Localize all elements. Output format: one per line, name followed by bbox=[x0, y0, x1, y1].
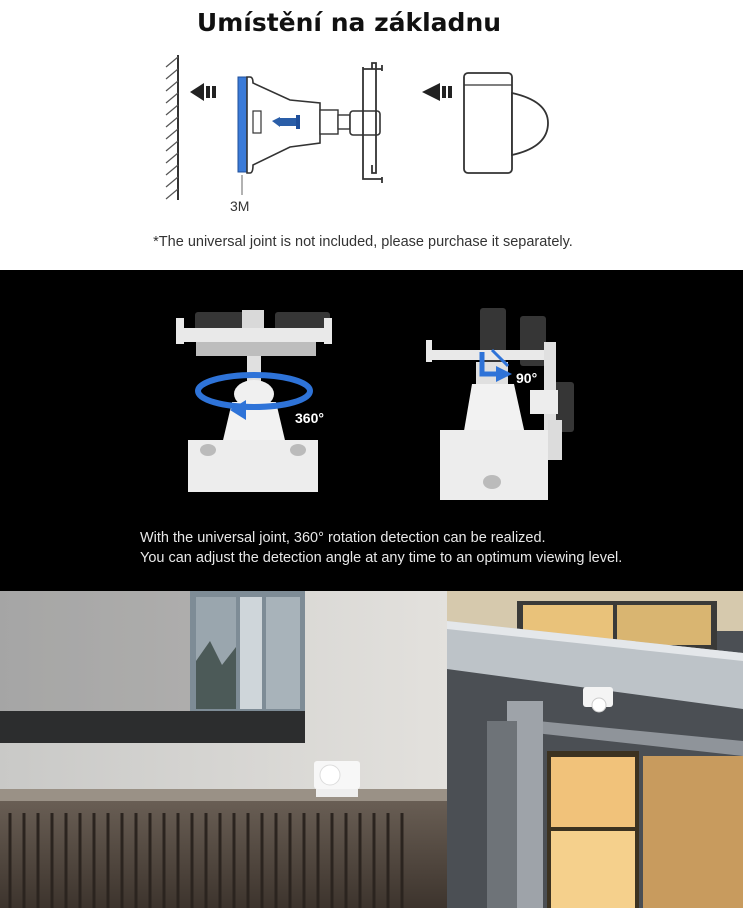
usage-photos-section bbox=[0, 591, 743, 908]
horizontal-rotation-label: 360° bbox=[295, 410, 324, 426]
tape-label: 3M bbox=[230, 198, 250, 214]
living-room-sensor-photo bbox=[0, 591, 447, 908]
arrow-left-icon bbox=[190, 83, 216, 101]
rotation-description bbox=[140, 528, 622, 568]
rotation-description-line-1: With the universal joint, 360° rotation detection can be realized. bbox=[140, 530, 546, 546]
vertical-rotation-label: 90° bbox=[516, 370, 538, 386]
wall-illustration bbox=[166, 55, 178, 200]
joint-base-illustration bbox=[238, 63, 382, 183]
installation-section bbox=[0, 0, 743, 270]
rotation-description-line-2: You can adjust the detection angle at any time to an optimum viewing level. bbox=[140, 550, 623, 566]
arrow-left-icon bbox=[422, 83, 452, 101]
page-title: Umístění na základnu bbox=[196, 8, 502, 37]
rotation-section bbox=[0, 270, 743, 591]
motion-sensor-illustration bbox=[464, 73, 548, 173]
horizontal-rotation-mount bbox=[176, 310, 332, 492]
installation-diagram bbox=[150, 55, 570, 205]
vertical-tilt-mount bbox=[426, 308, 574, 500]
joint-not-included-note: *The universal joint is not included, please purchase it separately. bbox=[153, 234, 573, 250]
porch-ceiling-sensor-photo bbox=[447, 591, 743, 908]
rotation-illustration bbox=[0, 270, 743, 520]
